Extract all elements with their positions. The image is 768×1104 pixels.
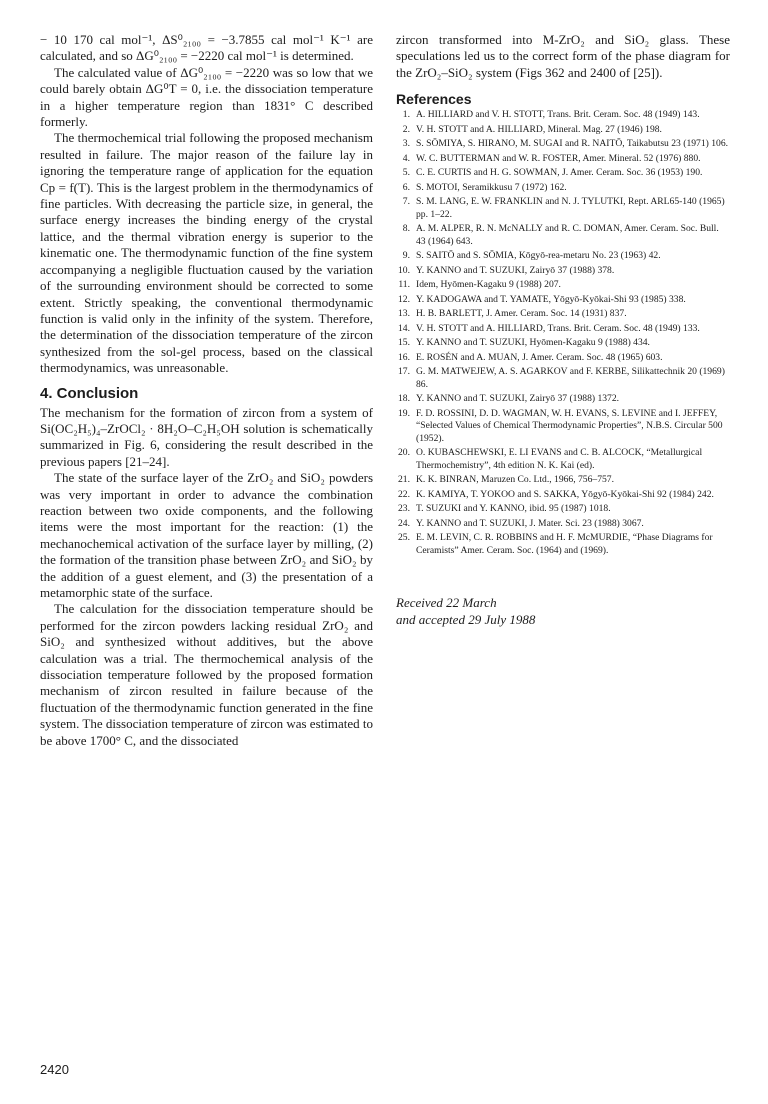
reference-text: S. M. LANG, E. W. FRANKLIN and N. J. TYLUTKI, Rept. ARL65-140 (1965) pp. 1–22. <box>416 196 725 220</box>
reference-text: Y. KANNO and T. SUZUKI, Zairyō 37 (1988) 378. <box>416 264 615 276</box>
reference-item <box>396 265 730 278</box>
paragraph: zircon transformed into M-ZrO₂ and SiO₂ glass. These speculations led us to the correct form of the phase diagram for the ZrO₂–SiO₂ system (Figs 362 and 2400 of [25]). <box>396 32 730 80</box>
reference-number: 2. <box>402 123 410 135</box>
reference-text: Y. KANNO and T. SUZUKI, Zairyō 37 (1988) 1372. <box>416 393 620 405</box>
paragraph: The mechanism for the formation of zircon from a system of Si(OC₂H₅)₄–ZrOCl₂ · 8H₂O–C₂H₅OH solution is schematically summarized in Fig. 6, considering the result described in the previous papers [21–24]. <box>40 404 373 469</box>
reference-number: 5. <box>402 167 410 179</box>
reference-text: W. C. BUTTERMAN and W. R. FOSTER, Amer. Mineral. 52 (1976) 880. <box>416 152 701 164</box>
reference-text: A. HILLIARD and V. H. STOTT, Trans. Brit. Ceram. Soc. 48 (1949) 143. <box>416 109 700 121</box>
reference-text: A. M. ALPER, R. N. McNALLY and R. C. DOMAN, Amer. Ceram. Soc. Bull. 43 (1964) 643. <box>416 223 719 247</box>
left-column <box>40 32 373 749</box>
reference-number: 1. <box>402 109 410 121</box>
accepted-date: and accepted 29 July 1988 <box>396 611 536 627</box>
reference-text: T. SUZUKI and Y. KANNO, ibid. 95 (1987) 1018. <box>416 503 611 515</box>
reference-item <box>396 279 730 292</box>
section-heading: 4. Conclusion <box>40 384 139 402</box>
paragraph: − 10 170 cal mol⁻¹, ΔS⁰₂₁₀₀ = −3.7855 cal mol⁻¹ K⁻¹ are calculated, and so ΔG⁰₂₁₀₀ = −2220 cal mol⁻¹ is determined. <box>40 32 373 64</box>
reference-item <box>396 109 730 122</box>
reference-text: S. MOTOI, Seramikkusu 7 (1972) 162. <box>416 181 567 193</box>
reference-item <box>396 223 730 248</box>
reference-item <box>396 153 730 166</box>
reference-item <box>396 393 730 406</box>
reference-item <box>396 182 730 195</box>
reference-text: S. SŌMIYA, S. HIRANO, M. SUGAI and R. NAITŌ, Taikabutsu 23 (1971) 106. <box>416 138 729 150</box>
reference-number: 17. <box>398 366 410 378</box>
reference-text: Y. KANNO and T. SUZUKI, J. Mater. Sci. 23 (1988) 3067. <box>416 517 644 529</box>
reference-text: G. M. MATWEJEW, A. S. AGARKOV and F. KERBE, Silikattechnik 20 (1969) 86. <box>416 366 725 390</box>
reference-number: 13. <box>398 308 410 320</box>
reference-number: 9. <box>402 250 410 262</box>
reference-item <box>396 250 730 263</box>
reference-text: E. M. LEVIN, C. R. ROBBINS and H. F. McMURDIE, “Phase Diagrams for Ceramists” Amer. Ceram. Soc. (1964) and (1969). <box>416 532 713 556</box>
page-number: 2420 <box>40 1062 69 1077</box>
reference-item <box>396 503 730 516</box>
reference-number: 7. <box>402 196 410 208</box>
reference-text: H. B. BARLETT, J. Amer. Ceram. Soc. 14 (1931) 837. <box>416 308 627 320</box>
reference-text: V. H. STOTT and A. HILLIARD, Mineral. Mag. 27 (1946) 198. <box>416 123 662 135</box>
reference-item <box>396 294 730 307</box>
reference-number: 21. <box>398 474 410 486</box>
paragraph: The calculation for the dissociation temperature should be performed for the zircon powders lacking residual ZrO₂ and SiO₂ and synthesized without additives, but the above calculation was a trial. The thermochemical analysis of the dissociation temperature followed by the proposed formation mechanism of zircon resulted in failure because of the fluctuation of the thermodynamic function generated in the fine system. The dissociation temperature of zircon was estimated to be above 1700° C, and the dissociated <box>40 601 373 748</box>
reference-item <box>396 474 730 487</box>
reference-text: K. KAMIYA, T. YOKOO and S. SAKKA, Yōgyō-Kyōkai-Shi 92 (1984) 242. <box>416 488 714 500</box>
reference-item <box>396 489 730 502</box>
reference-number: 11. <box>398 279 410 291</box>
reference-item <box>396 337 730 350</box>
reference-text: E. ROSÉN and A. MUAN, J. Amer. Ceram. Soc. 48 (1965) 603. <box>416 351 663 363</box>
paragraph: The state of the surface layer of the ZrO₂ and SiO₂ powders was very important in order to advance the combination reaction between two oxide components, and the following items were the most important for the reaction: (1) the mechanochemical activation of the surface layer by milling, (2) the formation of the transition phase between ZrO₂ and SiO₂ by the addition of a guest element, and (3) the presentation of a metamorphic state of the surface. <box>40 470 373 600</box>
right-column <box>396 32 730 628</box>
reference-item <box>396 196 730 221</box>
paragraph: The thermochemical trial following the proposed mechanism resulted in failure. The major reason of the failure lay in ignoring the temperature range of application for the equation Cp = f(T). This is the largest problem in the thermodynamics of fine particles. With decreasing the particle size, in general, the surface energy increases the binding energy of the crystal lattice, and the thermal vibration energy is superior to the kinematic one. The thermodynamic function of the fine system accompanying a negligible fluctuation caused by the variation of the surrounding environment should be corrected to some extent. Strictly speaking, the conventional thermodynamic function is valid only in the infinity of the system. Therefore, the determination of the dissociation temperature of the zircon synthesized from the sol-gel process, based on the classical thermodynamics, was unreasonable. <box>40 130 373 376</box>
reference-number: 20. <box>398 447 410 459</box>
reference-item <box>396 447 730 472</box>
reference-number: 6. <box>402 181 410 193</box>
reference-item <box>396 138 730 151</box>
received-note <box>396 595 730 628</box>
reference-text: O. KUBASCHEWSKI, E. LI EVANS and C. B. ALCOCK, “Metallurgical Thermochemistry”, 4th edition N. K. Kai (ed). <box>416 447 703 471</box>
reference-number: 22. <box>398 488 410 500</box>
reference-item <box>396 352 730 365</box>
reference-item <box>396 532 730 557</box>
reference-number: 14. <box>398 322 410 334</box>
reference-number: 19. <box>398 407 410 419</box>
reference-item <box>396 308 730 321</box>
reference-text: Y. KANNO and T. SUZUKI, Hyōmen-Kagaku 9 (1988) 434. <box>416 337 650 349</box>
reference-number: 4. <box>402 152 410 164</box>
reference-number: 15. <box>398 337 410 349</box>
received-date: Received 22 March <box>396 595 497 611</box>
reference-item <box>396 408 730 446</box>
reference-text: S. SAITŌ and S. SŌMIA, Kōgyō-rea-metaru No. 23 (1963) 42. <box>416 250 661 262</box>
reference-text: K. K. BINRAN, Maruzen Co. Ltd., 1966, 756–757. <box>416 474 614 486</box>
references-heading: References <box>396 91 472 108</box>
reference-item <box>396 366 730 391</box>
reference-number: 8. <box>402 223 410 235</box>
reference-number: 16. <box>398 351 410 363</box>
reference-item <box>396 518 730 531</box>
reference-text: Idem, Hyōmen-Kagaku 9 (1988) 207. <box>416 279 561 291</box>
reference-text: C. E. CURTIS and H. G. SOWMAN, J. Amer. Ceram. Soc. 36 (1953) 190. <box>416 167 703 179</box>
reference-text: V. H. STOTT and A. HILLIARD, Trans. Brit. Ceram. Soc. 48 (1949) 133. <box>416 322 700 334</box>
reference-item <box>396 124 730 137</box>
reference-text: F. D. ROSSINI, D. D. WAGMAN, W. H. EVANS, S. LEVINE and I. JEFFEY, “Selected Values of Chemical Thermodynamic Properties”, N.B.S. Circular 500 (1952). <box>416 407 723 444</box>
reference-number: 23. <box>398 503 410 515</box>
paragraph: The calculated value of ΔG⁰₂₁₀₀ = −2220 was so low that we could barely obtain ΔG⁰T = 0, i.e. the dissociation temperature in a higher temperature region than 1831° C described formerly. <box>40 64 373 130</box>
reference-number: 12. <box>398 293 410 305</box>
reference-number: 18. <box>398 393 410 405</box>
reference-item <box>396 167 730 180</box>
reference-item <box>396 323 730 336</box>
reference-number: 3. <box>402 138 410 150</box>
reference-number: 10. <box>398 264 410 276</box>
reference-number: 25. <box>398 532 410 544</box>
references-list <box>396 109 730 557</box>
reference-number: 24. <box>398 517 410 529</box>
reference-text: Y. KADOGAWA and T. YAMATE, Yōgyō-Kyōkai-Shi 93 (1985) 338. <box>416 293 686 305</box>
